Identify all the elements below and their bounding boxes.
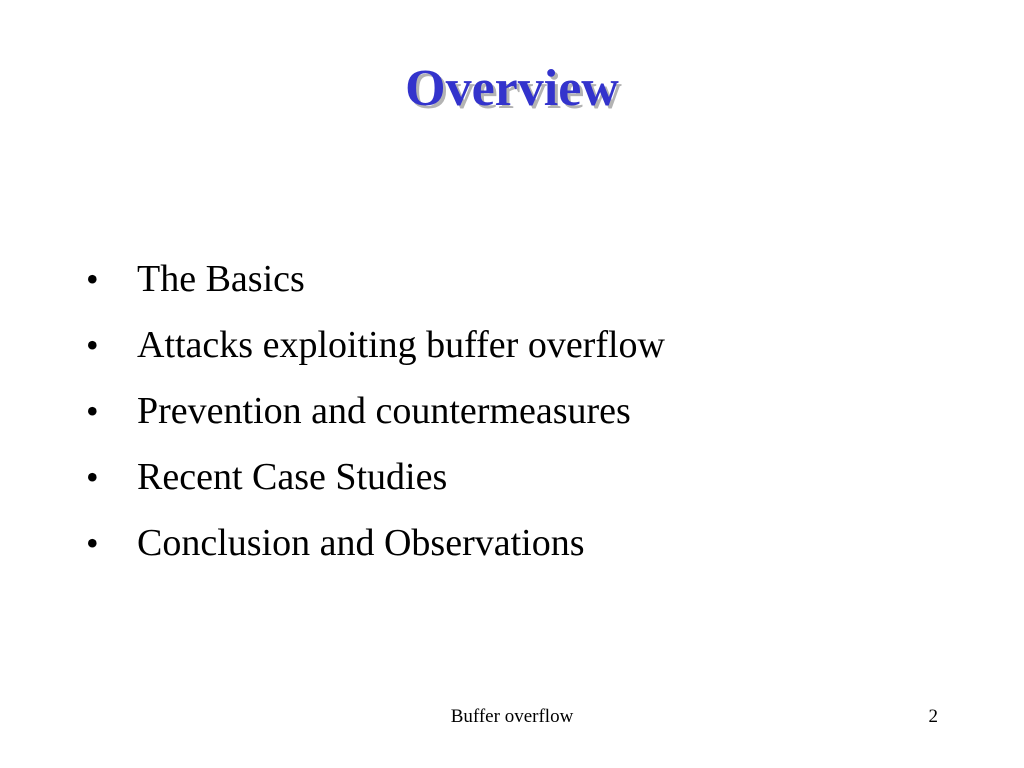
bullet-icon: • bbox=[86, 457, 99, 497]
bullet-item bbox=[86, 312, 665, 378]
bullet-icon: • bbox=[86, 325, 99, 365]
bullet-item bbox=[86, 444, 665, 510]
bullet-text: The Basics bbox=[137, 258, 305, 300]
bullet-icon: • bbox=[86, 391, 99, 431]
bullet-text: Prevention and countermeasures bbox=[137, 390, 631, 432]
bullet-text: Attacks exploiting buffer overflow bbox=[137, 324, 665, 366]
bullet-icon: • bbox=[86, 259, 99, 299]
bullet-icon: • bbox=[86, 523, 99, 563]
bullet-text: Recent Case Studies bbox=[137, 456, 448, 498]
bullet-text: Conclusion and Observations bbox=[137, 522, 585, 564]
bullet-item bbox=[86, 510, 665, 576]
slide-title: Overview bbox=[405, 60, 619, 117]
bullet-item bbox=[86, 378, 665, 444]
page-number: 2 bbox=[928, 706, 938, 727]
bullet-item bbox=[86, 246, 665, 312]
bullet-list bbox=[86, 246, 665, 576]
footer-title: Buffer overflow bbox=[450, 706, 574, 727]
